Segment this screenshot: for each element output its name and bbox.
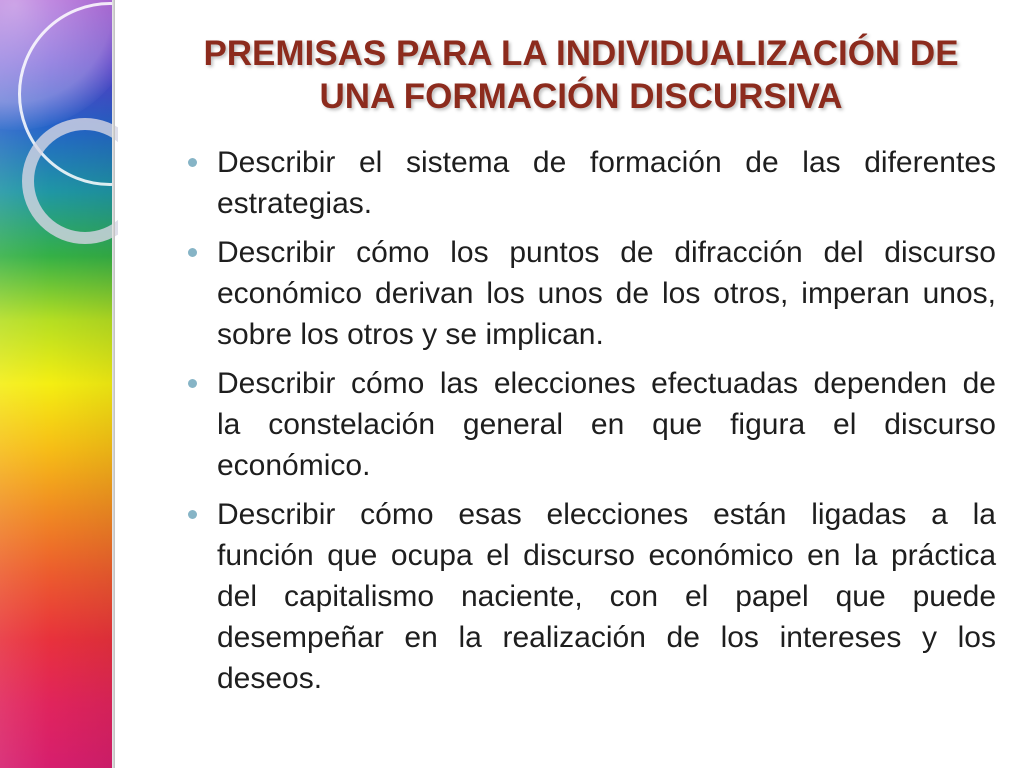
bullet-item	[217, 142, 996, 224]
rainbow-strip-shade	[0, 0, 112, 768]
bullet-line: deseos.	[217, 662, 323, 695]
bullet-dot-icon	[188, 379, 197, 388]
bullet-dot-icon	[188, 248, 197, 257]
bullet-list	[217, 142, 996, 707]
bullet-line: económico.	[217, 449, 371, 482]
title-line: PREMISAS PARA LA INDIVIDUALIZACIÓN DE	[203, 34, 959, 73]
bullet-dot-icon	[188, 510, 197, 519]
bullet-line: sobre los otros y se implican.	[217, 318, 604, 351]
bullet-line: Describir cómo las elecciones efectuadas dependen de	[217, 367, 996, 400]
bullet-line: función que ocupa el discurso económico en la práctica	[217, 539, 996, 572]
bullet-line: la constelación general en que figura el discurso	[217, 408, 996, 441]
bullet-item	[217, 232, 996, 355]
bullet-item	[217, 494, 996, 699]
bullet-line: del capitalismo naciente, con el papel que puede	[217, 580, 996, 613]
slide-title	[190, 32, 972, 118]
bullet-line: desempeñar en la realización de los intereses y los	[217, 621, 996, 654]
bullet-line: Describir el sistema de formación de las diferentes	[217, 146, 996, 179]
bullet-item	[217, 363, 996, 486]
bullet-line: estrategias.	[217, 187, 373, 220]
bullet-line: Describir cómo esas elecciones están ligadas a la	[217, 498, 996, 531]
bullet-dot-icon	[188, 158, 197, 167]
title-line: UNA FORMACIÓN DISCURSIVA	[319, 77, 843, 116]
bullet-line: Describir cómo los puntos de difracción del discurso	[217, 236, 996, 269]
bullet-line: económico derivan los unos de los otros, imperan unos,	[217, 277, 996, 310]
strip-divider	[112, 0, 115, 768]
